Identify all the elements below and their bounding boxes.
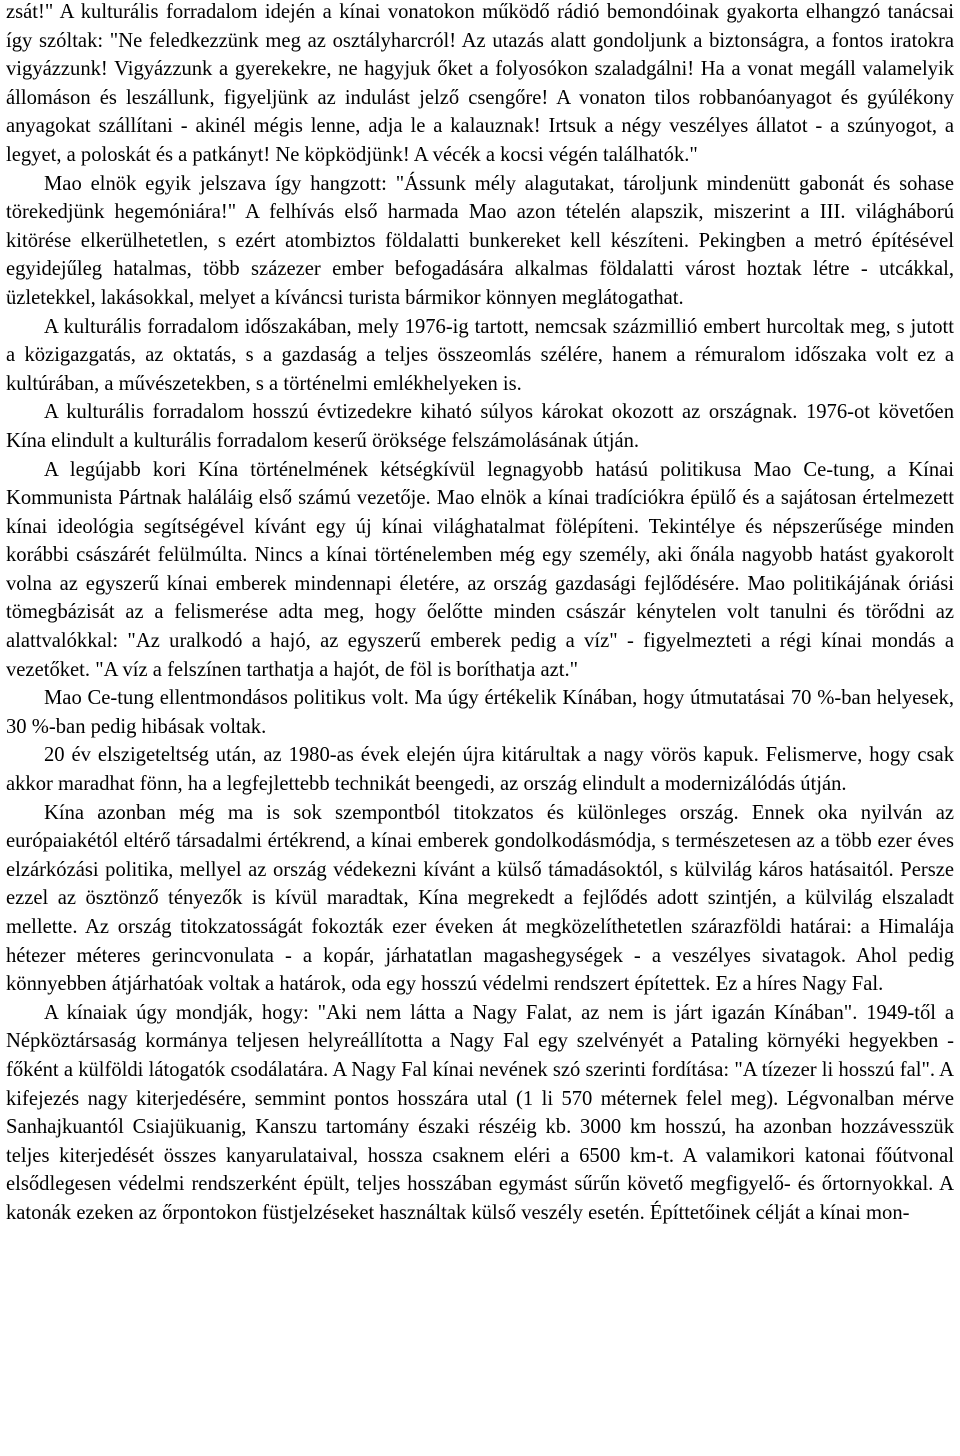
paragraph-mao-assessment: Mao Ce-tung ellentmondásos politikus volt. Ma úgy értékelik Kínában, hogy útmutatásai 70 %-ban helyesek, 30 %-ban pedig hibásak voltak.	[6, 687, 954, 738]
paragraph-great-wall: A kínaiak úgy mondják, hogy: "Aki nem látta a Nagy Falat, az nem is járt igazán Kínában". 1949-től a Népköztársaság kormánya teljesen helyreállította a Nagy Fal egy szelvényét a Pataling környéki hegyekben - főként a külföldi látogatók csodálatára. A Nagy Fal kínai nevének szó szerinti fordítása: "A tízezer li hosszú fal". A kifejezés nagy kiterjedésére, semmint pontos hosszára utal (1 li 570 méternek felel meg). Légvonalban mérve Sanhajkuantól Csiajükuanig, Kanszu tartomány északi részéig kb. 3000 km hosszú, ha azonban hozzávesszük teljes kiterjedését összes kanyarulataival, hossza csaknem eléri a 6500 km-t. A valamikori katonai főútvonal elsődlegesen védelmi rendszerként épült, teljes hosszában egymást sűrűn követő megfigyelő- és őrtornyokkal. A katonák ezeken az őrpontokon füstjelzéseket használtak külső veszély esetén. Építtetőinek célját a kínai mon-	[6, 1001, 954, 1224]
paragraph-cultural-revolution-period: A kulturális forradalom időszakában, mely 1976-ig tartott, nemcsak százmillió embert hurcoltak meg, s jutott a közigazgatás, az oktatás, s a gazdaság a teljes összeomlás szélére, hanem a rémuralom időszaka volt ez a kultúrában, a művészetekben, s a történelmi emlékhelyeken is.	[6, 315, 954, 395]
paragraph-mao-influence: A legújabb kori Kína történelmének kétségkívül legnagyobb hatású politikusa Mao Ce-tung, a Kínai Kommunista Pártnak haláláig első számú vezetője. Mao elnök a kínai tradíciókra épülő és a sajátosan értelmezett kínai ideológia segítségével kívánt egy új kínai világhatalmat fölépíteni. Tekintélye és népszerűsége minden korábbi császárét felülmúlta. Nincs a kínai történelemben még egy személy, aki őnála nagyobb hatást gyakorolt volna az egyszerű kínai emberek mindennapi életére, az ország gazdasági fejlődésére. Mao politikájának óriási tömegbázisát az a felismerése adta meg, hogy őelőtte minden császár kénytelen volt tanulni és törődni az alattvalókkal: "Az uralkodó a hajó, az egyszerű emberek pedig a víz" - figyelmezteti a régi kínai mondás a vezetőket. "A víz a felszínen tarthatja a hajót, de föl is boríthatja azt."	[6, 458, 954, 681]
paragraph-cultural-revolution-damage: A kulturális forradalom hosszú évtizedekre kiható súlyos károkat okozott az országnak. 1976-ot követően Kína elindult a kulturális forradalom keserű öröksége felszámolásának útján.	[6, 401, 954, 452]
paragraph-mysterious-china: Kína azonban még ma is sok szempontból titokzatos és különleges ország. Ennek oka nyilván az európaiakétól eltérő társadalmi értékrend, a kínai emberek gondolkodásmódja, s természetesen az a több ezer éves elzárkózási politika, mellyel az ország védekezni kívánt a külső támadásoktól, s külvilág káros hatásaitól. Persze ezzel az ösztönző tényezők is kívül maradtak, Kína megrekedt a fejlődés adott szintjén, a külvilág elszaladt mellette. Az ország titokzatosságát fokozták ezer éveken át megközelíthetetlen szárazföldi határai: a Himalája hétezer méteres gerincvonulata - a kopár, járhatatlan magashegységek - a veszélyes sivatagok. Ahol pedig könnyebben átjárhatóak voltak a határok, oda egy hosszú védelmi rendszert építettek. Ez a híres Nagy Fal.	[6, 801, 954, 996]
paragraph-mao-slogan: Mao elnök egyik jelszava így hangzott: "Ássunk mély alagutakat, tároljunk mindenütt gabonát és sohase törekedjünk hegemóniára!" A felhívás első harmada Mao azon tételén alapszik, miszerint a III. világháború kitörése elkerülhetetlen, s ezért atombiztos földalatti bunkereket kell készíteni. Pekingben a metró építésével egyidejűleg hatalmas, több százezer ember befogadására alkalmas földalatti várost hoztak létre - utcákkal, üzletekkel, lakásokkal, melyet a kíváncsi turista bármikor könnyen meglátogathat.	[6, 172, 954, 309]
paragraph-opening-up: 20 év elszigeteltség után, az 1980-as évek elején újra kitárultak a nagy vörös kapuk. Felismerve, hogy csak akkor maradhat fönn, ha a legfejlettebb technikát beengedi, az ország elindult a modernizálódás útján.	[6, 744, 954, 796]
paragraph-train-radio: zsát!" A kulturális forradalom idején a kínai vonatokon működő rádió bemondóinak gyakorta elhangzó tanácsai így szóltak: "Ne feledkezzünk meg az osztályharcról! Az utazás alatt gondoljunk a biztonságra, a fontos iratokra vigyázzunk! Vigyázzunk a gyerekekre, ne hagyjuk őket a folyosókon szaladgálni! Ha a vonat megáll valamelyik állomáson és leszállunk, figyeljünk az indulást jelző csengőre! A vonaton tilos robbanóanyagot és gyúlékony anyagokat szállítani - akinél mégis lenne, adja le a kalauznak! Irtsuk a négy veszélyes állatot - a szúnyogot, a legyet, a poloskát és a patkányt! Ne köpködjünk! A vécék a kocsi végén találhatók."	[6, 1, 954, 166]
